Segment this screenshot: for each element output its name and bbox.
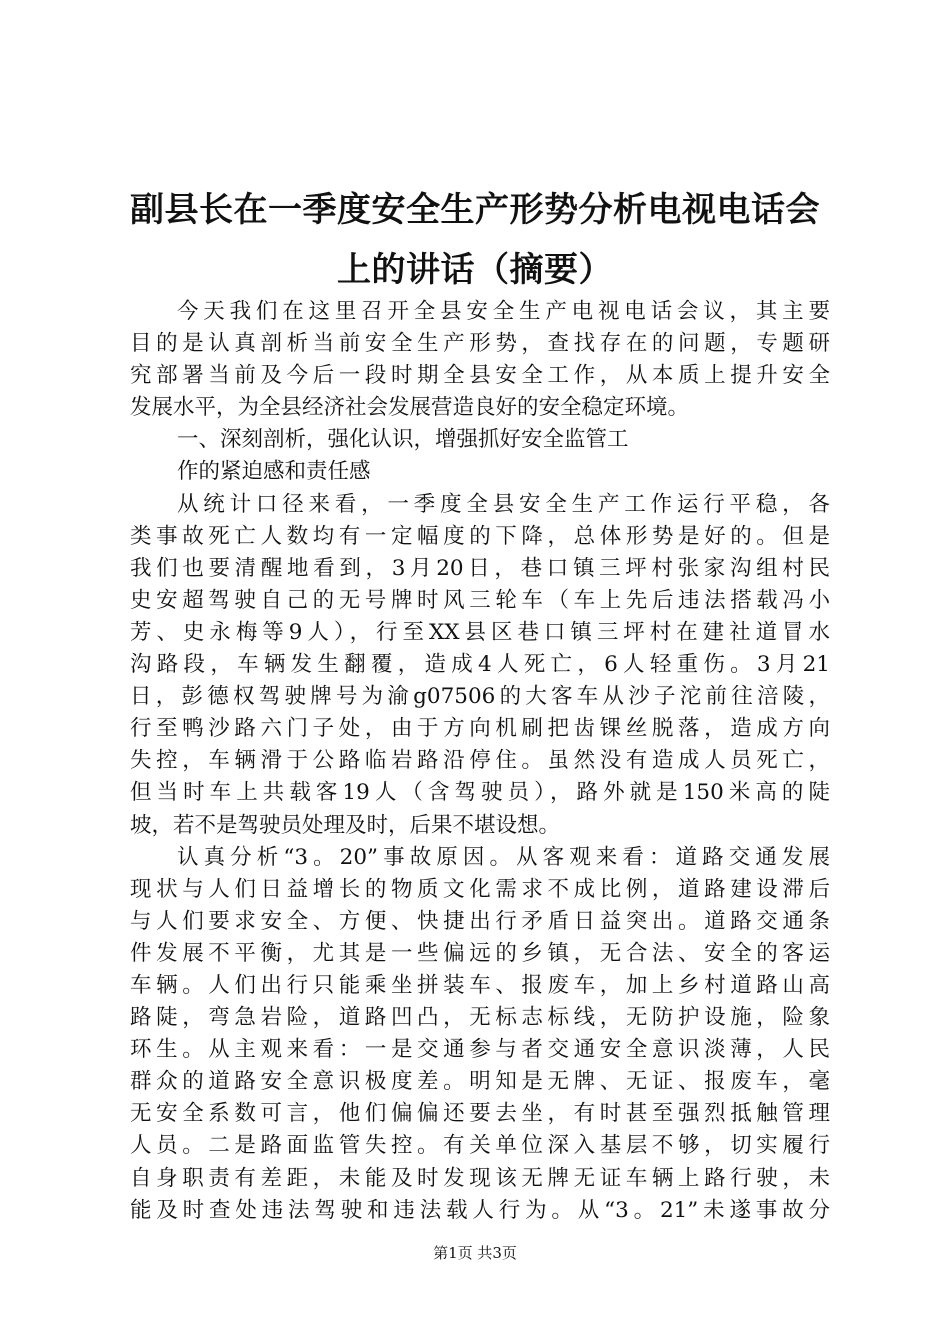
body-line: 目的是认真剖析当前安全生产形势，查找存在的问题，专题研 <box>130 331 830 357</box>
body-line: 我们也要清醒地看到，3月20日，巷口镇三坪村张家沟组村民 <box>130 555 830 581</box>
body-line: 认真分析“3。20”事故原因。从客观来看：道路交通发展 <box>177 844 830 870</box>
section-heading-line: 作的紧迫感和责任感 <box>177 459 371 485</box>
body-line: 类事故死亡人数均有一定幅度的下降，总体形势是好的。但是 <box>130 523 830 549</box>
body-line: 今天我们在这里召开全县安全生产电视电话会议，其主要 <box>177 299 830 324</box>
section-heading-line: 一、深刻剖析，强化认识，增强抓好安全监管工 <box>177 427 629 453</box>
body-line: 人员。二是路面监管失控。有关单位深入基层不够，切实履行 <box>130 1133 830 1159</box>
body-line: 自身职责有差距，未能及时发现该无牌无证车辆上路行驶，未 <box>130 1165 830 1191</box>
body-line: 能及时查处违法驾驶和违法载人行为。从“3。21”未遂事故分 <box>130 1197 830 1223</box>
body-line: 现状与人们日益增长的物质文化需求不成比例，道路建设滞后 <box>130 876 830 902</box>
body-line: 路陡，弯急岩险，道路凹凸，无标志标线，无防护设施，险象 <box>130 1005 830 1031</box>
body-line: 行至鸭沙路六门子处，由于方向机刷把齿锞丝脱落，造成方向 <box>130 716 830 742</box>
page-number-footer: 第1页 共3页 <box>433 1244 517 1262</box>
document-title-line-2: 上的讲话（摘要） <box>337 250 613 290</box>
body-line: 沟路段，车辆发生翻覆，造成4人死亡，6人轻重伤。3月21 <box>130 652 830 678</box>
body-line: 史安超驾驶自己的无号牌时风三轮车（车上先后违法搭载冯小 <box>130 587 830 613</box>
body-line: 件发展不平衡，尤其是一些偏远的乡镇，无合法、安全的客运 <box>130 940 830 966</box>
body-line: 芳、史永梅等9人），行至XX县区巷口镇三坪村在建社道冒水 <box>130 619 830 645</box>
body-line: 无安全系数可言，他们偏偏还要去坐，有时甚至强烈抵触管理 <box>130 1101 830 1127</box>
body-line: 与人们要求安全、方便、快捷出行矛盾日益突出。道路交通条 <box>130 908 830 934</box>
body-line: 车辆。人们出行只能乘坐拼装车、报废车，加上乡村道路山高 <box>130 972 830 998</box>
document-title-line-1: 副县长在一季度安全生产形势分析电视电话会 <box>130 190 820 230</box>
body-line: 环生。从主观来看：一是交通参与者交通安全意识淡薄，人民 <box>130 1037 830 1063</box>
body-line: 日，彭德权驾驶牌号为渝g07506的大客车从沙子沱前往涪陵， <box>130 684 830 710</box>
document-body <box>130 296 830 1227</box>
body-line: 但当时车上共载客19人（含驾驶员），路外就是150米高的陡 <box>130 780 830 806</box>
body-line: 坡，若不是驾驶员处理及时，后果不堪设想。 <box>130 812 561 838</box>
body-line: 究部署当前及今后一段时期全县安全工作，从本质上提升安全 <box>130 363 830 389</box>
body-line: 从统计口径来看，一季度全县安全生产工作运行平稳，各 <box>177 491 830 517</box>
body-line: 发展水平，为全县经济社会发展营造良好的安全稳定环境。 <box>130 395 690 421</box>
body-line: 失控，车辆滑于公路临岩路沿停住。虽然没有造成人员死亡， <box>130 748 830 774</box>
body-line: 群众的道路安全意识极度差。明知是无牌、无证、报废车，毫 <box>130 1069 830 1095</box>
